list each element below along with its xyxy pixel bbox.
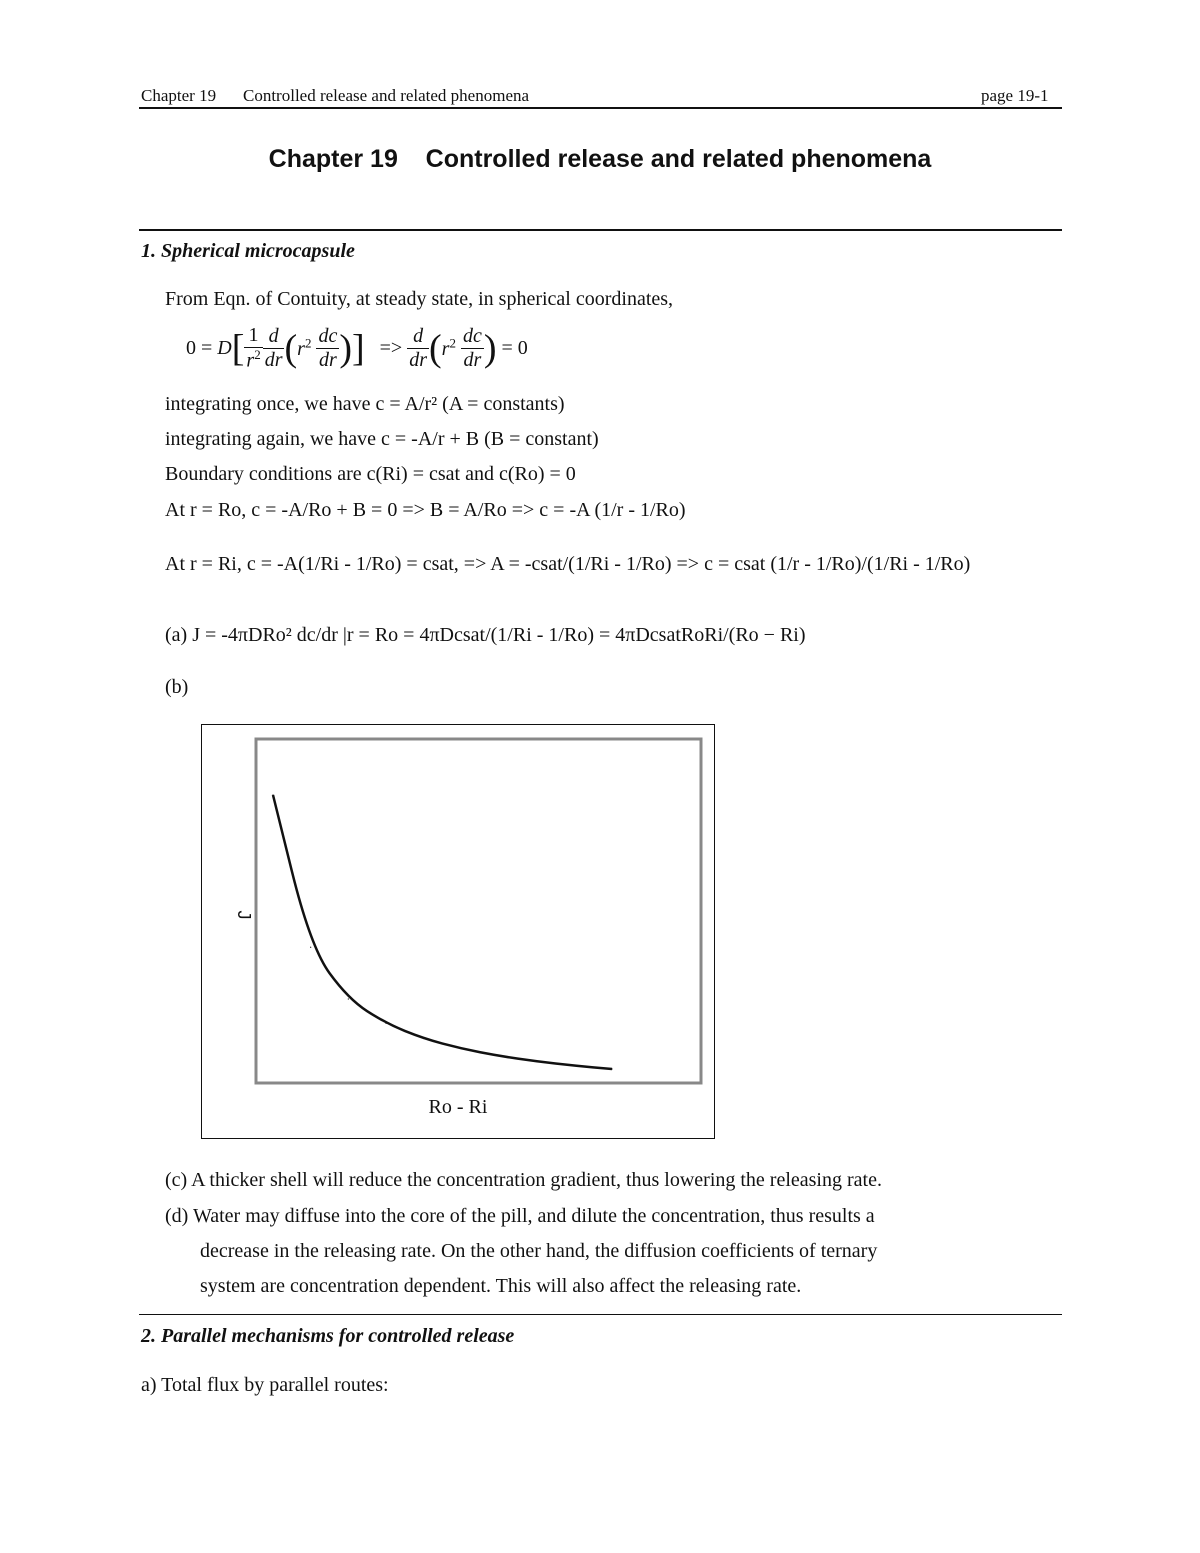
- line-at-ri: At r = Ri, c = -A(1/Ri - 1/Ro) = csat, => A = -csat/(1/Ri - 1/Ro) => c = csat (1/r - 1/Ro)/(1/Ri - 1/Ro): [165, 553, 971, 575]
- data-point-6: [498, 1055, 499, 1056]
- data-point-4: [423, 1038, 424, 1039]
- data-point-3: [385, 1023, 386, 1024]
- header-page-number: page 19-1: [981, 86, 1049, 105]
- equation-main: 0 = D[ $\frac{1}{r^2}$ $\frac{d}{dr}$ ($r^2$ $\frac{dc}{dr}$ )] => $\frac{d}{dr}$ ($r^2$ $\frac{dc}{dr}$ ) = 0: [186, 324, 528, 372]
- header-rule: [139, 107, 1062, 109]
- line-at-ro: At r = Ro, c = -A/Ro + B = 0 => B = A/Ro => c = -A (1/r - 1/Ro): [165, 499, 686, 521]
- part-d-line-1: (d) Water may diffuse into the core of the pill, and dilute the concentration, thus results a: [165, 1205, 875, 1227]
- part-d-line-2: decrease in the releasing rate. On the other hand, the diffusion coefficients of ternary: [200, 1240, 878, 1262]
- section-heading-1: 1. Spherical microcapsule: [141, 240, 355, 262]
- part-a-flux: (a) J = -4πDRo² dc/dr |r = Ro = 4πDcsat/(1/Ri - 1/Ro) = 4πDcsatRoRi/(Ro − Ri): [165, 624, 806, 646]
- x-axis-label: Ro - Ri: [428, 1096, 488, 1118]
- line-integrating-again: integrating again, we have c = -A/r + B (B = constant): [165, 428, 599, 450]
- data-point-2: [348, 998, 349, 999]
- chapter-title: Chapter 19 Controlled release and related phenomena: [268, 145, 932, 173]
- data-point-8: [574, 1065, 575, 1066]
- line-integrating-once: integrating once, we have c = A/r² (A = constants): [165, 393, 565, 415]
- j-vs-thickness-chart: [202, 725, 714, 1138]
- header-running-title: Controlled release and related phenomena: [243, 86, 530, 105]
- data-point-5: [461, 1048, 462, 1049]
- part-b-label: (b): [165, 676, 189, 698]
- section-heading-2: 2. Parallel mechanisms for controlled release: [141, 1325, 515, 1347]
- data-point-9: [611, 1068, 612, 1069]
- line-boundary-conditions: Boundary conditions are c(Ri) = csat and c(Ro) = 0: [165, 463, 576, 485]
- y-axis-label: J: [234, 910, 254, 920]
- item-a-text: a) Total flux by parallel routes:: [141, 1374, 389, 1396]
- series-layer: [272, 794, 612, 1069]
- header-chapter: Chapter 19: [141, 86, 217, 105]
- figure-frame: [201, 724, 715, 1139]
- data-point-0: [272, 794, 273, 795]
- part-d-line-3: system are concentration dependent. This will also affect the releasing rate.: [200, 1275, 802, 1297]
- section-rule: [139, 229, 1062, 231]
- series-line-j: [273, 795, 612, 1069]
- intro-text: From Eqn. of Contuity, at steady state, in spherical coordinates,: [165, 288, 674, 310]
- data-point-7: [536, 1061, 537, 1062]
- plot-area-border: [256, 739, 701, 1083]
- data-point-1: [310, 947, 311, 948]
- section-2-rule: [139, 1314, 1062, 1315]
- part-c-text: (c) A thicker shell will reduce the concentration gradient, thus lowering the releasing rate.: [165, 1169, 882, 1191]
